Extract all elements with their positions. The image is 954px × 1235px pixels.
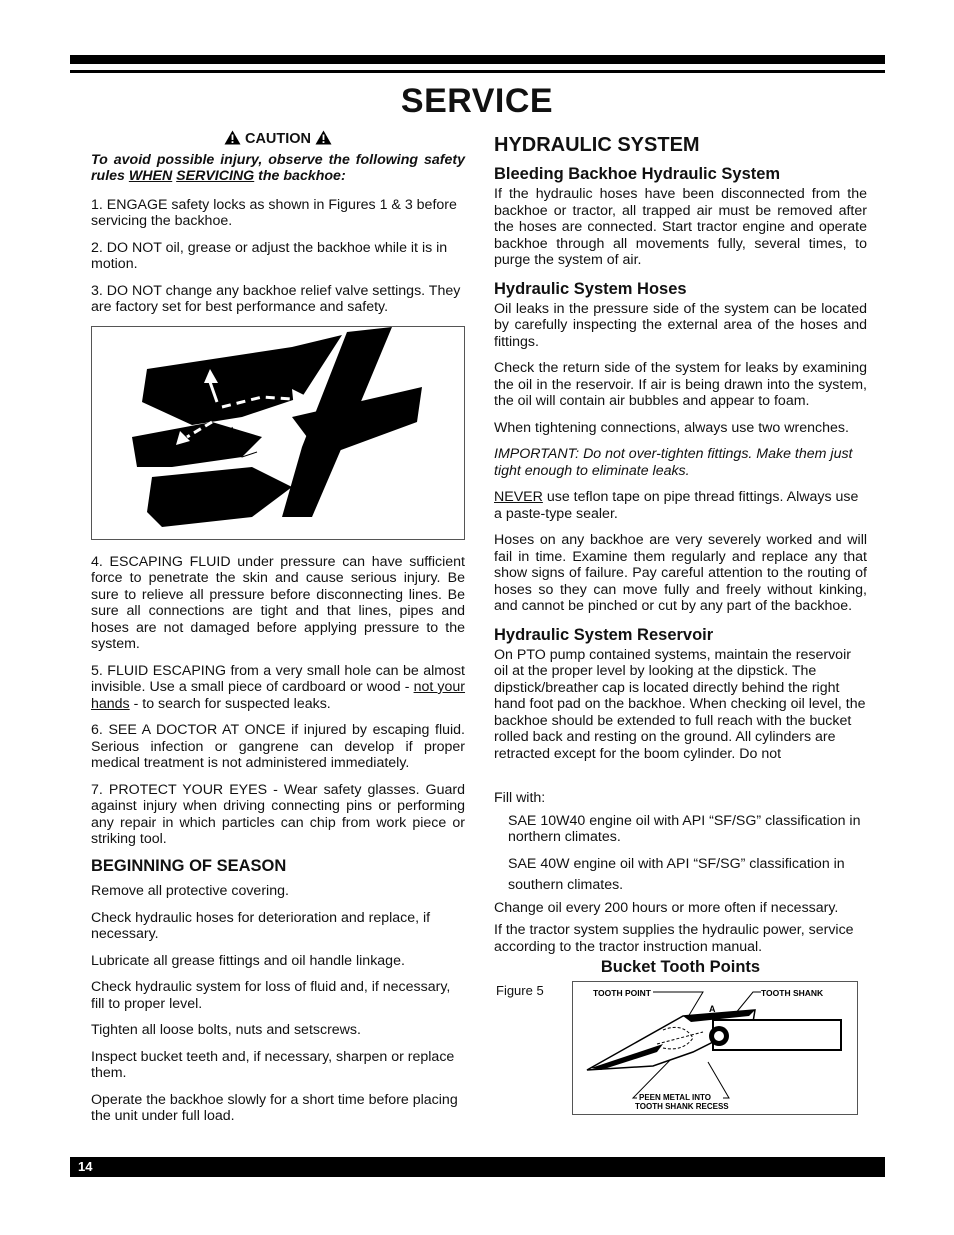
hoses-paragraph: Oil leaks in the pressure side of the system can be located by carefully inspecting the external area of the hoses and fittings. bbox=[494, 300, 867, 350]
right-column bbox=[494, 134, 867, 1114]
label-tooth-shank: TOOTH SHANK bbox=[761, 988, 824, 998]
tooth-diagram-drawing bbox=[573, 982, 857, 1114]
caution-heading bbox=[91, 130, 465, 148]
season-item: Remove all protective covering. bbox=[91, 883, 289, 899]
hand-and-hose-drawing bbox=[92, 327, 464, 539]
top-rule-thick bbox=[70, 55, 885, 64]
reservoir-heading: Hydraulic System Reservoir bbox=[494, 625, 714, 644]
bucket-tooth-diagram bbox=[572, 981, 858, 1115]
hoses-paragraph: Hoses on any backhoe are very severely worked and will fail in time. Examine them regularly and replace any that show signs of failure. Pay careful attention to the routing of hoses so they can move fully and freely without kinking, and cannot be pinched or cut by any part of the backhoe. bbox=[494, 532, 867, 614]
safety-rule-4: 4. ESCAPING FLUID under pressure can have sufficient force to penetrate the skin and cause serious injury. Be sure to relieve all pressure before disconnecting lines. Be sure all connections are tight and that lines, pipes and hoses are not damaged before applying pressure to the system. bbox=[91, 553, 465, 652]
figure-5 bbox=[494, 959, 867, 1114]
oil-option-2: SAE 40W engine oil with API “SF/SG” classification in southern climates. bbox=[508, 855, 845, 893]
escaping-fluid-illustration bbox=[91, 326, 465, 540]
fill-with-label: Fill with: bbox=[494, 790, 546, 806]
never-note: NEVER use teflon tape on pipe thread fittings. Always use a paste-type sealer. bbox=[494, 489, 859, 522]
left-column bbox=[91, 130, 465, 1135]
tractor-power-text: If the tractor system supplies the hydraulic power, service according to the tractor instruction manual. bbox=[494, 922, 854, 955]
beginning-of-season-heading: BEGINNING OF SEASON bbox=[91, 856, 287, 875]
season-item: Check hydraulic hoses for deterioration and replace, if necessary. bbox=[91, 909, 431, 942]
hydraulic-system-heading: HYDRAULIC SYSTEM bbox=[494, 134, 700, 156]
bleeding-text: If the hydraulic hoses have been disconnected from the backhoe or tractor, all trapped air must be removed after the hoses are connected. Start tractor engine and operate backhoe through all movements fully, several times, to purge the system of air. bbox=[494, 186, 867, 268]
hoses-paragraph: When tightening connections, always use two wrenches. bbox=[494, 419, 849, 436]
bucket-tooth-heading: Bucket Tooth Points bbox=[600, 958, 761, 976]
page-number: 14 bbox=[78, 1159, 93, 1174]
season-item: Tighten all loose bolts, nuts and setscrews. bbox=[91, 1022, 361, 1038]
safety-rule-3: 3. DO NOT change any backhoe relief valve settings. They are factory set for best performance and safety. bbox=[91, 282, 461, 315]
important-note: IMPORTANT: Do not over-tighten fittings. Make them just tight enough to eliminate leaks. bbox=[494, 446, 853, 479]
label-peen-1: PEEN METAL INTO bbox=[639, 1093, 712, 1102]
figure-5-label: Figure 5 bbox=[496, 983, 544, 998]
page-title: SERVICE bbox=[400, 82, 554, 120]
change-oil-text: Change oil every 200 hours or more often if necessary. bbox=[494, 899, 839, 916]
safety-intro: To avoid possible injury, observe the following safety rules WHEN SERVICING the backhoe: bbox=[91, 151, 465, 184]
label-tooth-point: TOOTH POINT bbox=[593, 988, 651, 998]
season-item: Inspect bucket teeth and, if necessary, sharpen or replace them. bbox=[91, 1048, 455, 1081]
safety-rule-7: 7. PROTECT YOUR EYES - Wear safety glasses. Guard against injury when driving connecting pins or performing any repair in which particles can chip from work piece or striking tool. bbox=[91, 781, 465, 847]
hoses-paragraph: Check the return side of the system for leaks by examining the oil in the reservoir. If air is being drawn into the system, the oil will contain air bubbles and appear to foam. bbox=[494, 360, 867, 409]
label-peen-2: TOOTH SHANK RECESS bbox=[635, 1102, 729, 1111]
season-item: Operate the backhoe slowly for a short time before placing the unit under full load. bbox=[91, 1091, 458, 1124]
safety-rule-6: 6. SEE A DOCTOR AT ONCE if injured by escaping fluid. Serious infection or gangrene can develop if proper medical treatment is not administered immediately. bbox=[91, 722, 465, 771]
safety-rule-1: 1. ENGAGE safety locks as shown in Figures 1 & 3 before servicing the backhoe. bbox=[91, 196, 457, 229]
bleeding-heading: Bleeding Backhoe Hydraulic System bbox=[494, 165, 781, 183]
oil-option-1: SAE 10W40 engine oil with API “SF/SG” classification in northern climates. bbox=[508, 812, 861, 845]
warning-icon bbox=[315, 130, 332, 145]
reservoir-text: On PTO pump contained systems, maintain the reservoir oil at the proper level by looking at the dipstick. The dipstick/breather cap is located directly behind the right hand foot pad on the backhoe. When checking oil level, the backhoe should be extended to full reach with the bucket rolled back and resting on the ground. All cylinders are retracted except for the boom cylinder. Do not bbox=[494, 646, 866, 762]
hoses-heading: Hydraulic System Hoses bbox=[494, 279, 687, 298]
top-rule-thin bbox=[70, 70, 885, 73]
season-item: Check hydraulic system for loss of fluid and, if necessary, fill to proper level. bbox=[91, 979, 451, 1012]
footer-bar bbox=[70, 1157, 885, 1177]
safety-rule-5: 5. FLUID ESCAPING from a very small hole can be almost invisible. Use a small piece of cardboard or wood - not your hands - to search for suspected leaks. bbox=[91, 662, 466, 712]
caution-label: CAUTION bbox=[244, 131, 312, 147]
warning-icon bbox=[224, 130, 241, 145]
season-item: Lubricate all grease fittings and oil handle linkage. bbox=[91, 952, 405, 969]
safety-rule-2: 2. DO NOT oil, grease or adjust the backhoe while it is in motion. bbox=[91, 239, 448, 272]
label-a: A bbox=[709, 1004, 716, 1014]
